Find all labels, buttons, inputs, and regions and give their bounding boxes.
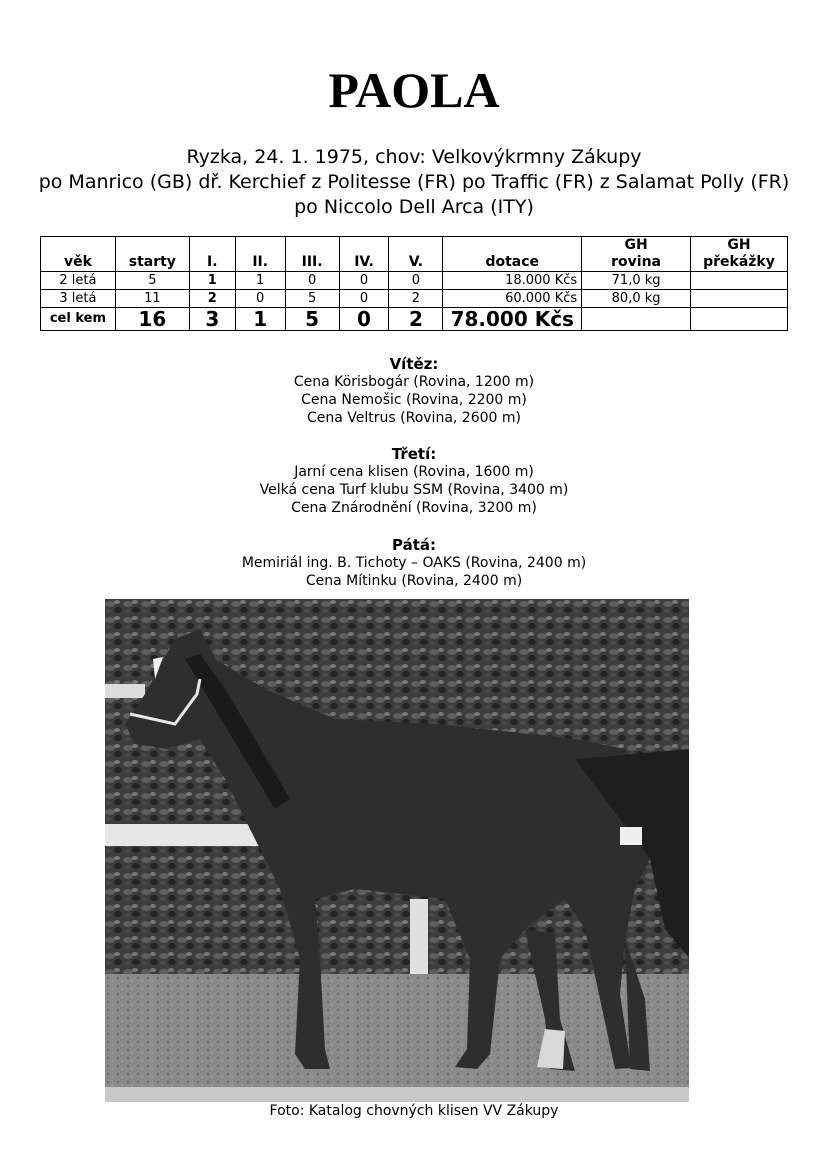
subtitle-line-1: Ryzka, 24. 1. 1975, chov: Velkovýkrmny Zákupy [186, 146, 642, 168]
list-item: Cena Nemošic (Rovina, 2200 m) [301, 392, 527, 408]
cell: 71,0 kg [582, 272, 691, 290]
page-title: PAOLA [328, 62, 500, 118]
total-cell: 5 [285, 308, 339, 331]
list-item: Jarní cena klisen (Rovina, 1600 m) [294, 464, 534, 480]
cell: 2 [189, 290, 235, 308]
col-header-first: I. [189, 237, 235, 272]
col-header-starts: starty [115, 237, 189, 272]
total-cell: 1 [235, 308, 285, 331]
list-item: Cena Mítinku (Rovina, 2400 m) [305, 573, 523, 589]
subtitle-line-3: po Niccolo Dell Arca (ITY) [294, 196, 534, 218]
col-header-prize: dotace [443, 237, 582, 272]
list-item: Memiriál ing. B. Tichoty – OAKS (Rovina, 2400 m) [241, 555, 587, 571]
cell: 1 [189, 272, 235, 290]
cell: 0 [389, 272, 443, 290]
list-item: Cena Veltrus (Rovina, 2600 m) [307, 410, 521, 426]
cell [691, 290, 788, 308]
col-header-gh-hurdles: GH překážky [691, 237, 788, 272]
table-row [41, 272, 788, 290]
cell: 60.000 Kčs [443, 290, 582, 308]
total-cell [582, 308, 691, 331]
cell: 1 [235, 272, 285, 290]
total-cell: 2 [389, 308, 443, 331]
col-header-fifth: V. [389, 237, 443, 272]
table-total-row [41, 308, 788, 331]
race-stats-table [40, 236, 788, 331]
table-row [41, 290, 788, 308]
table-header-row [41, 237, 788, 272]
cell: 2 letá [41, 272, 116, 290]
cell: 3 letá [41, 290, 116, 308]
cell [691, 272, 788, 290]
section-heading: Pátá: [391, 536, 436, 554]
cell: 0 [285, 272, 339, 290]
cell: 11 [115, 290, 189, 308]
total-cell: 0 [339, 308, 389, 331]
list-item: Cena Znárodnění (Rovina, 3200 m) [291, 500, 537, 516]
subtitle-line-2: po Manrico (GB) dř. Kerchief z Politesse (FR) po Traffic (FR) z Salamat Polly (FR) [38, 171, 790, 193]
section-heading: Třetí: [391, 445, 437, 463]
section-heading: Vítěz: [389, 355, 439, 373]
winner-section [0, 355, 828, 427]
col-header-third: III. [285, 237, 339, 272]
list-item: Cena Körisbogár (Rovina, 1200 m) [293, 374, 535, 390]
list-item: Velká cena Turf klubu SSM (Rovina, 3400 m) [259, 482, 569, 498]
cell: 0 [339, 272, 389, 290]
cell: 2 [389, 290, 443, 308]
col-header-fourth: IV. [339, 237, 389, 272]
cell: 5 [115, 272, 189, 290]
cell: 5 [285, 290, 339, 308]
horse-photo [105, 599, 689, 1102]
total-cell: 78.000 Kčs [443, 308, 582, 331]
cell: 0 [339, 290, 389, 308]
third-place-section [0, 445, 828, 517]
photo-caption: Foto: Katalog chovných klisen VV Zákupy [269, 1103, 559, 1119]
cell: 0 [235, 290, 285, 308]
fifth-place-section [0, 536, 828, 590]
col-header-age: věk [41, 237, 116, 272]
col-header-gh-flat: GH rovina [582, 237, 691, 272]
total-cell: 16 [115, 308, 189, 331]
col-header-second: II. [235, 237, 285, 272]
total-cell: 3 [189, 308, 235, 331]
cell: 18.000 Kčs [443, 272, 582, 290]
total-cell [691, 308, 788, 331]
total-label: cel kem [41, 308, 116, 331]
cell: 80,0 kg [582, 290, 691, 308]
